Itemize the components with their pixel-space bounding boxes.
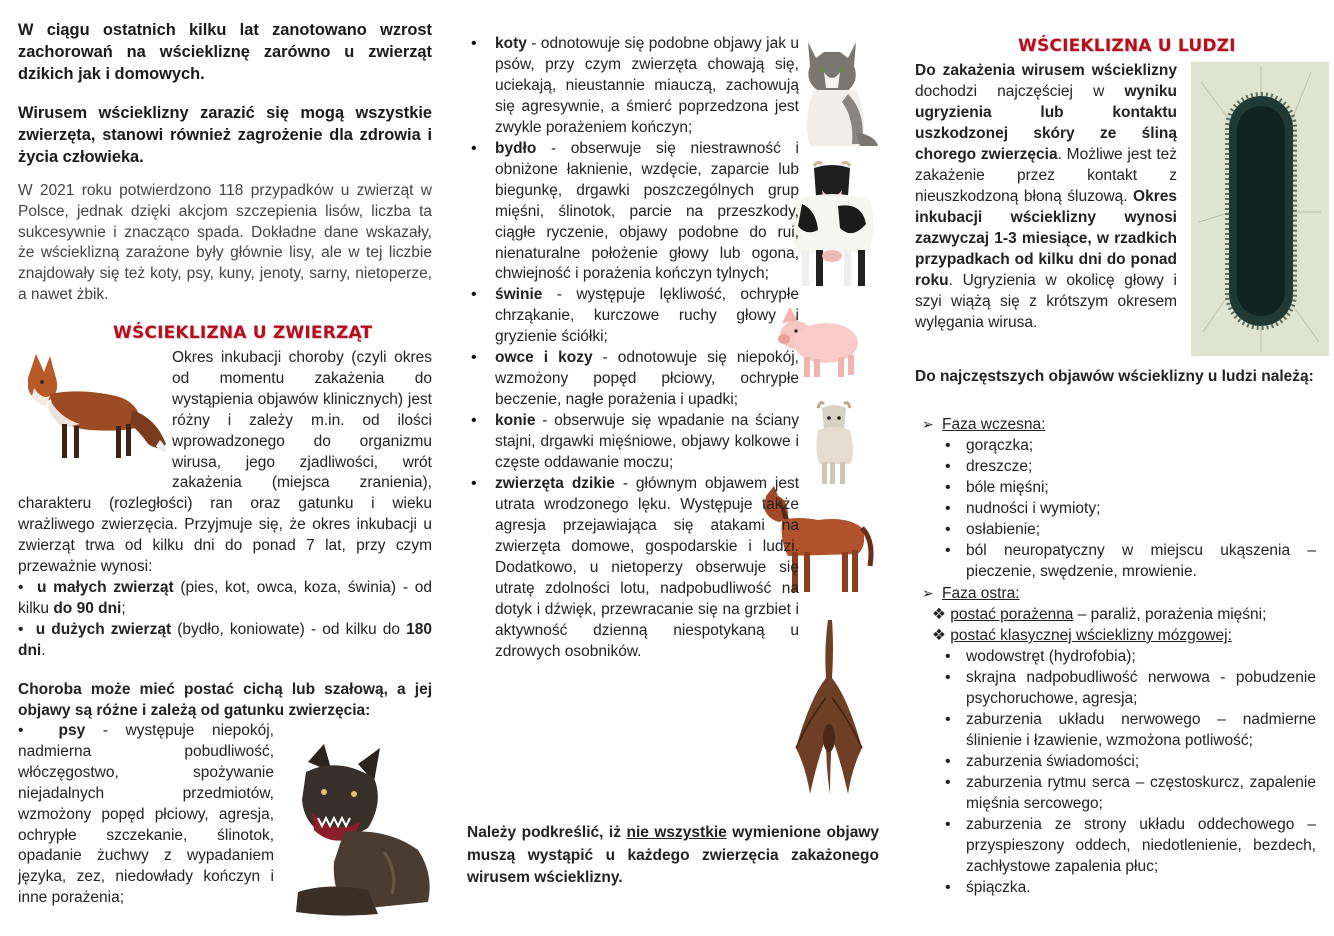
- early-symptoms-list: [942, 435, 1316, 582]
- disease-forms-intro: Choroba może mieć postać cichą lub szałową, a jej objawy są różne i zależą od gatunku zwierzęcia:: [18, 681, 432, 719]
- acute-phase-label: Faza ostra:: [942, 585, 1020, 602]
- cat-image: [790, 32, 880, 150]
- symptom-item: • dreszcze;: [942, 456, 1316, 477]
- symptom-item: • bóle mięśni;: [942, 477, 1316, 498]
- small-animals-label: u małych zwierząt: [36, 578, 174, 596]
- diamond-bullet-icon: ❖: [932, 606, 951, 623]
- symptom-item: • ból neuropatyczny w miejscu ukąszenia – pieczenie, swędzenie, mrowienie.: [942, 540, 1316, 582]
- heading-rabies-humans: WŚCIEKLIZNA U LUDZI: [1018, 36, 1236, 56]
- diamond-bullet-icon: ❖: [932, 627, 951, 644]
- symptom-item: • osłabienie;: [942, 519, 1316, 540]
- lead-paragraph-2: Wirusem wścieklizny zarazić się mogą wszystkie zwierzęta, stanowi również zagrożenie dla zdrowia i życia człowieka.: [18, 104, 432, 166]
- symptom-item: • zaburzenia świadomości;: [942, 751, 1316, 772]
- big-animals-days: 180 dni: [18, 620, 432, 659]
- goat-image: [810, 400, 858, 486]
- big-animals-label: u dużych zwierząt: [35, 620, 172, 638]
- symptom-item: • zaburzenia układu nerwowego – nadmierne ślinienie i łzawienie, wzmożona potliwość;: [942, 709, 1316, 751]
- column-left: [0, 0, 450, 936]
- arrow-bullet-icon: ➢: [922, 585, 934, 601]
- big-animals-line: • u dużych zwierząt (bydło, koniowate) - od kilku do 180 dni.: [18, 620, 432, 659]
- dogs-paragraph: • psy - występuje niepokój, nadmierna pobudliwość, włóczęgostwo, spożywanie niejadalnych przedmiotów, wzmożony popęd płciowy, agresja, ochrypłe szczekanie, ślinotok, opadanie żuchwy z wypadaniem języka, zez, niedowłady kończyn i inne porażenia;: [18, 722, 274, 907]
- statistics-paragraph: W 2021 roku potwierdzono 118 przypadków u zwierząt w Polsce, jednak dzięki akcjom szczepienia lisów, liczba ta sukcesywnie i znacząco spada. Dokładne dane wskazały, że wścieklizną zarażone były głównie lisy, ale w tej liczbie znajdowały się też koty, psy, kuny, jenoty, sarny, nietoperze, a nawet żbik.: [18, 182, 432, 303]
- animal-symptoms-list: [469, 34, 799, 663]
- small-animals-line: • u małych zwierząt (pies, kot, owca, koza, świnia) - od kilku do 90 dni;: [18, 578, 432, 617]
- animal-symptoms-item: • bydło - obserwuje się niestrawność i obniżone łaknienie, wzdęcie, zaparcie lub biegunkę, drgawki poszczególnych grup mięśni, ślinotok, parcie na przeszkody, ciągłe ryczenie, objawy podobne do rui, nienaturalne położenie głowy lub ogona, chwiejność i porażenia kończyn tylnych;: [469, 139, 799, 286]
- dogs-label: psy: [58, 722, 86, 739]
- column-middle: [450, 0, 900, 936]
- animal-symptoms-item: • konie - obserwuje się wpadanie na ściany stajni, drgawki mięśniowe, objawy kolkowe i częste oddawanie moczu;: [469, 411, 799, 474]
- paralytic-form: ❖ postać porażenna – paraliż, porażenia mięśni;: [932, 606, 1267, 623]
- note-paragraph: Należy podkreślić, iż nie wszystkie wymienione objawy muszą wystąpić u każdego zwierzęcia zakażonego wirusem wścieklizny.: [467, 824, 879, 886]
- incubation-section: [18, 348, 432, 662]
- incubation-paragraph: Okres inkubacji choroby (czyli okres od momentu zakażenia do wystąpienia objawów klinicznych) jest różny i zależy m.in. od ilości wprowadzonego do organizmu wirusa, jego zjadliwości, wrót zakażenia (miejsca zranienia), charakteru (rozległości) ran oraz gatunku i wieku wrażliwego zwierzęcia. Przyjmuje się, że okres inkubacji u zwierząt trwa od kilku dni do ponad 7 lat, przy czym przeważnie wynosi:: [18, 349, 432, 576]
- symptom-item: • zaburzenia ze strony układu oddechowego – przyspieszony oddech, niedotlenienie, bezdech, zachłystowe zapalenia płuc;: [942, 814, 1316, 877]
- virus-image: [1191, 62, 1329, 356]
- animal-symptoms-item: • koty - odnotowuje się podobne objawy jak u psów, przy czym zwierzęta chowają się, uciekają, nieustannie miauczą, zachowują się agresywnie, a śmierć poprzedzona jest zwykle porażeniem kończyn;: [469, 34, 799, 139]
- acute-symptoms-list: [942, 646, 1316, 898]
- human-symptoms-intro: Do najczęstszych objawów wścieklizny u ludzi należą:: [915, 368, 1314, 385]
- arrow-bullet-icon: ➢: [922, 416, 934, 432]
- classic-form: ❖ postać klasycznej wścieklizny mózgowej:: [932, 627, 1232, 644]
- dog-image: [288, 742, 436, 920]
- symptom-item: • skrajna nadpobudliwość nerwowa - pobudzenie psychoruchowe, agresja;: [942, 667, 1316, 709]
- bat-image: [792, 618, 866, 798]
- lead-paragraph-1: W ciągu ostatnich kilku lat zanotowano wzrost zachorowań na wściekliznę zarówno u zwierząt dzikich jak i domowych.: [18, 21, 432, 83]
- animal-symptoms-item: • świnie - występuje lękliwość, ochrypłe chrząkanie, kurczowe ruchy głowy i gryzienie ściółki;: [469, 285, 799, 348]
- symptom-item: • śpiączka.: [942, 877, 1316, 898]
- animal-symptoms-item: • zwierzęta dzikie - głównym objawem jest utrata wrodzonego lęku. Występuje także agresja przejawiająca się atakami na zwierzęta domowe, gospodarskie i ludzi. Dodatkowo, u nietoperzy obserwuje się utratę zdolności lotu, nadpobudliwość na dotyk i dźwięk, przewracanie się na grzbiet i aktywność dzienną niespotykaną u zdrowych osobników.: [469, 474, 799, 663]
- note-emphasis: nie wszystkie: [626, 824, 727, 841]
- symptom-item: • zaburzenia rytmu serca – częstoskurcz, zapalenie mięśnia sercowego;: [942, 772, 1316, 814]
- animal-symptoms-item: • owce i kozy - odnotowuje się niepokój, wzmożony popęd płciowy, ochrypłe beczenie, nagłe porażenia i upadki;: [469, 348, 799, 411]
- transmission-paragraph: Do zakażenia wirusem wścieklizny dochodzi najczęściej w wyniku ugryzienia lub kontaktu uszkodzonej skóry ze śliną chorego zwierzęcia. Możliwe jest też zakażenie przez kontakt z nieuszkodzoną błoną śluzową. Okres inkubacji wścieklizny wynosi zazwyczaj 1-3 miesiące, w rzadkich przypadkach od kilku dni do ponad roku. Ugryzienia w okolicę głowy i szyi wiążą się z krótszym okresem wylęgania wirusa.: [915, 62, 1177, 331]
- symptom-item: • gorączka;: [942, 435, 1316, 456]
- early-phase-label: Faza wczesna:: [942, 416, 1046, 433]
- heading-rabies-animals: WŚCIEKLIZNA U ZWIERZĄT: [113, 323, 373, 343]
- symptom-item: • wodowstręt (hydrofobia);: [942, 646, 1316, 667]
- small-animals-days: do 90 dni: [53, 599, 122, 617]
- symptom-item: • nudności i wymioty;: [942, 498, 1316, 519]
